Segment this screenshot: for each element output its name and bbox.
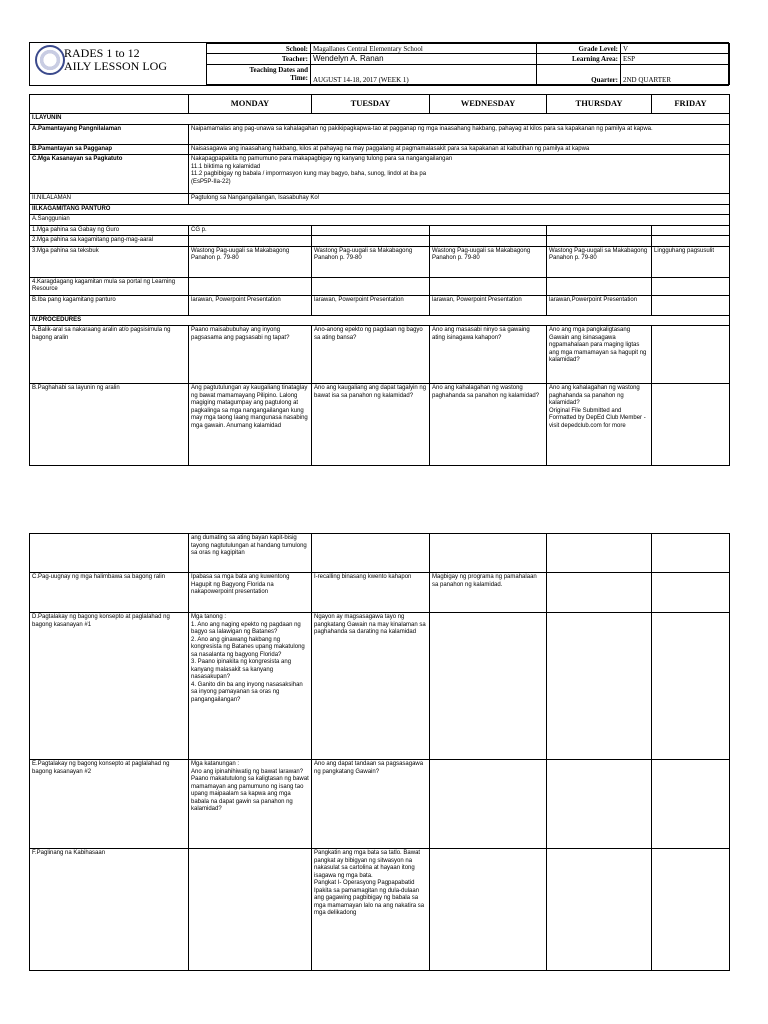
title-line-2: AILY LESSON LOG [64, 59, 168, 73]
section-kagamitang-panturo: III.KAGAMITANG PANTURO [30, 204, 730, 215]
iba-pang-kagamitan-thursday: larawan,Powerpoint Presentation [547, 295, 652, 315]
row-label-teksbuk: 3.Mga pahina sa teksbuk [30, 246, 189, 277]
pagtalakay-1-tuesday: Ngayon ay magsasagawa tayo ng pangkatang Gawain na may kinalaman sa paghahanda sa darating na kalamidad [312, 613, 430, 760]
row-label-balik-aral: A.Balik-aral sa nakaraang aralin at/o pagsisimula ng bagong aralin [30, 326, 189, 384]
learning-area-value: ESP [621, 54, 730, 64]
learning-area-label: Learning Area: [537, 54, 621, 64]
gabay-ng-guro-monday: CG p. [189, 225, 312, 236]
paghahabi-monday-continued: ang dumating sa ating bayan kapit-bisig tayong nagtutulungan at handang tumulong sa oras ng kagipitan [189, 534, 312, 573]
dates-label-line-2: Time: [290, 74, 308, 83]
teksbuk-wednesday: Wastong Pag-uugali sa Makabagong Panahon p. 79-80 [430, 246, 547, 277]
pamantayan-sa-pagganap-text: Naisasagawa ang inaasahang hakbang, kilos at pahayag na may paggalang at pagmamalasakit para sa kapakanan at kabutihan ng pamilya at kapwa [189, 144, 730, 155]
day-header-tuesday: TUESDAY [312, 95, 430, 114]
row-label-kagamitang-pang-mag-aaral: 2.Mga pahina sa kagamitang pang-mag-aaral [30, 236, 189, 247]
row-label-paghahabi: B.Paghahabi sa layunin ng aralin [30, 384, 189, 466]
paghahabi-wednesday: Ano ang kahalagahan ng wastong paghahanda sa panahon ng kalamidad? [430, 384, 547, 466]
row-label-karagdagang-kagamitan: 4.Karagdagang kagamitan mula sa portal ng Learning Resource [30, 277, 189, 295]
iba-pang-kagamitan-monday: larawan, Powerpoint Presentation [189, 295, 312, 315]
teacher-label: Teacher: [207, 54, 311, 64]
row-label-gabay-ng-guro: 1.Mga pahina sa Gabay ng Guro [30, 225, 189, 236]
iba-pang-kagamitan-wednesday: larawan, Powerpoint Presentation [430, 295, 547, 315]
day-header-monday: MONDAY [189, 95, 312, 114]
pag-uugnay-monday: Ipabasa sa mga bata ang kuwentong Hagupit ng Bagyong Florida na nakapowerpoint presentation [189, 573, 312, 613]
iba-pang-kagamitan-tuesday: larawan, Powerpoint Presentation [312, 295, 430, 315]
title-line-1: RADES 1 to 12 [64, 46, 140, 60]
pamantayang-pangnilalaman-text: Naipamamalas ang pag-unawa sa kahalagahan ng pakikipagkapwa-tao at pagganap ng mga inaasahang hakbang, pahayag at kilos para sa kapakanan ng pamilya at kapwa. [189, 124, 730, 144]
row-label-iba-pang-kagamitan: B.Iba pang kagamitang panturo [30, 295, 189, 315]
row-label-kasanayan: C.Mga Kasanayan sa Pagkatuto [30, 155, 189, 194]
lesson-table-page-1 [29, 94, 730, 466]
section-sanggunian: A.Sanggunian [30, 215, 730, 226]
quarter-label: Quarter: [537, 64, 621, 85]
dates-label-line-1: Teaching Dates and [249, 66, 308, 75]
balik-aral-thursday: Ano ang mga pangkaligtasang Gawain ang isinasagawa ngpamahalaan para maging ligtas ang mga mamamayan sa hagupit ng kalamidad? [547, 326, 652, 384]
pag-uugnay-tuesday: I-recalling binasang kwento kahapon [312, 573, 430, 613]
day-header-thursday: THURSDAY [547, 95, 652, 114]
pagtalakay-1-monday: Mga tanong : 1. Ano ang naging epekto ng pagdaan ng bagyo sa lalawigan ng Batanes? 2. Ano ang ginawang hakbang ng kongresista ng Batanes upang makatulong sa nasalanta ng bagyong Florida? 3. Paano ipinakita ng kongresista ang kanyang malasakit sa kanyang nasasakupan? 4. Ganito din ba ang inyong nasasaksihan sa inyong pamayanan sa oras ng pangangailangan? [189, 613, 312, 760]
pagtalakay-2-tuesday: Ano ang dapat tandaan sa pagsasagawa ng pangkatang Gawain? [312, 760, 430, 849]
paghahabi-monday: Ang pagtutulungan ay kaugaliang tinataglay ng bawat mamamayang Pilipino. Lalong magiging matagumpay ang pagtulong at pagkalinga sa mga nangangailangan kung may mga taong laang mangunasa nasabing mga gawain. Anumang kalamidad [189, 384, 312, 466]
header-info-grid [206, 43, 730, 85]
dates-value: AUGUST 14-18, 2017 (WEEK 1) [311, 64, 537, 85]
teksbuk-tuesday: Wastong Pag-uugali sa Makabagong Panahon p. 79-80 [312, 246, 430, 277]
section-layunin: I.LAYUNIN [30, 114, 730, 125]
day-header-wednesday: WEDNESDAY [430, 95, 547, 114]
lesson-log-page-2 [0, 475, 768, 1024]
header-box [29, 42, 729, 86]
teacher-value: Wendelyn A. Ranan [311, 54, 537, 64]
paghahabi-tuesday: Ano ang kaugaliang ang dapat tagalyin ng bawat isa sa panahon ng kalamidad? [312, 384, 430, 466]
day-header-friday: FRIDAY [652, 95, 730, 114]
teksbuk-thursday: Wastong Pag-uugali sa Makabagong Panahon p. 79-80 [547, 246, 652, 277]
quarter-value: 2ND QUARTER [621, 64, 730, 85]
balik-aral-wednesday: Ano ang masasabi ninyo sa gawaing ating isinagawa kahapon? [430, 326, 547, 384]
row-label-pagtalakay-1: D.Pagtalakay ng bagong konsepto at paglalahad ng bagong kasanayan #1 [30, 613, 189, 760]
teksbuk-friday: Lingguhang pagsusulit [652, 246, 730, 277]
kasanayan-text: Nakapagpapakita ng pamumuno para makapagbigay ng kanyang tulong para sa nangangailangan 11.1 biktima ng kalamidad 11.2 pagbibigay ng babala / impormasyon kung may bagyo, baha, sunog, lindol at iba pa (EsP5P-IIa-22) [189, 155, 730, 194]
grade-level-label: Grade Level: [537, 44, 621, 54]
balik-aral-tuesday: Ano-anong epekto ng pagdaan ng bagyo sa ating bansa? [312, 326, 430, 384]
section-procedures: IV.PROCEDURES [30, 315, 730, 326]
paghahabi-thursday: Ano ang kahalagahan ng wastong paghahanda sa panahon ng kalamidad? Original File Submitted and Formatted by DepEd Club Member - visit depedclub.com for more [547, 384, 652, 466]
dates-label [207, 64, 311, 85]
school-label: School: [207, 44, 311, 54]
pagtalakay-2-monday: Mga katanungan : Ano ang ipinahihiwatig ng bawat larawan? Paano makatutulong sa kaligtasan ng bawat mamamayan ang pamumuno ng isang tao upang maipaalam sa kapwa ang mga babala na dapat gawin sa panahon ng kalamidad? [189, 760, 312, 849]
row-label-pag-uugnay: C.Pag-uugnay ng mga halimbawa sa bagong ralin [30, 573, 189, 613]
nilalaman-text: Pagtulong sa Nangangailangan, Isasabuhay Ko! [189, 194, 730, 205]
lesson-table-page-2 [29, 533, 730, 971]
row-label-pagtalakay-2: E.Pagtalakay ng bagong konsepto at paglalahad ng bagong kasanayan #2 [30, 760, 189, 849]
row-label-paglinang: F.Paglinang na Kabihasaan [30, 849, 189, 971]
paglinang-tuesday: Pangkatin ang mga bata sa tatlo. Bawat pangkat ay bibigyan ng sitwasyon na nakasulat sa cartolina at hayaan itong isagawa ng mga bata. Pangkat I- Operasyong Pagpapabatid Ipakita sa pamamagitan ng dula-dulaan ang gagawing pagbibigay ng babala sa mga mamamayan lalo na ang nakatira sa mga delikadong [312, 849, 430, 971]
balik-aral-monday: Paano maisabubuhay ang inyong pagsasama ang pagsasabi ng tapat? [189, 326, 312, 384]
lesson-log-page-1 [0, 0, 768, 475]
row-label-pamantayang-pangnilalaman: A.Pamantayang Pangnilalaman [30, 124, 189, 144]
school-value: Magallanes Central Elementary School [311, 44, 537, 54]
deped-seal-logo [35, 45, 65, 75]
row-label-nilalaman: II.NILALAMAN [30, 194, 189, 205]
grade-level-value: V [621, 44, 730, 54]
row-label-pamantayan-sa-pagganap: B.Pamantayan sa Pagganap [30, 144, 189, 155]
corner-cell [30, 95, 189, 114]
pag-uugnay-wednesday: Magbigay ng programa ng pamahalaan sa panahon ng kalamidad. [430, 573, 547, 613]
teksbuk-monday: Wastong Pag-uugali sa Makabagong Panahon p. 79-80 [189, 246, 312, 277]
